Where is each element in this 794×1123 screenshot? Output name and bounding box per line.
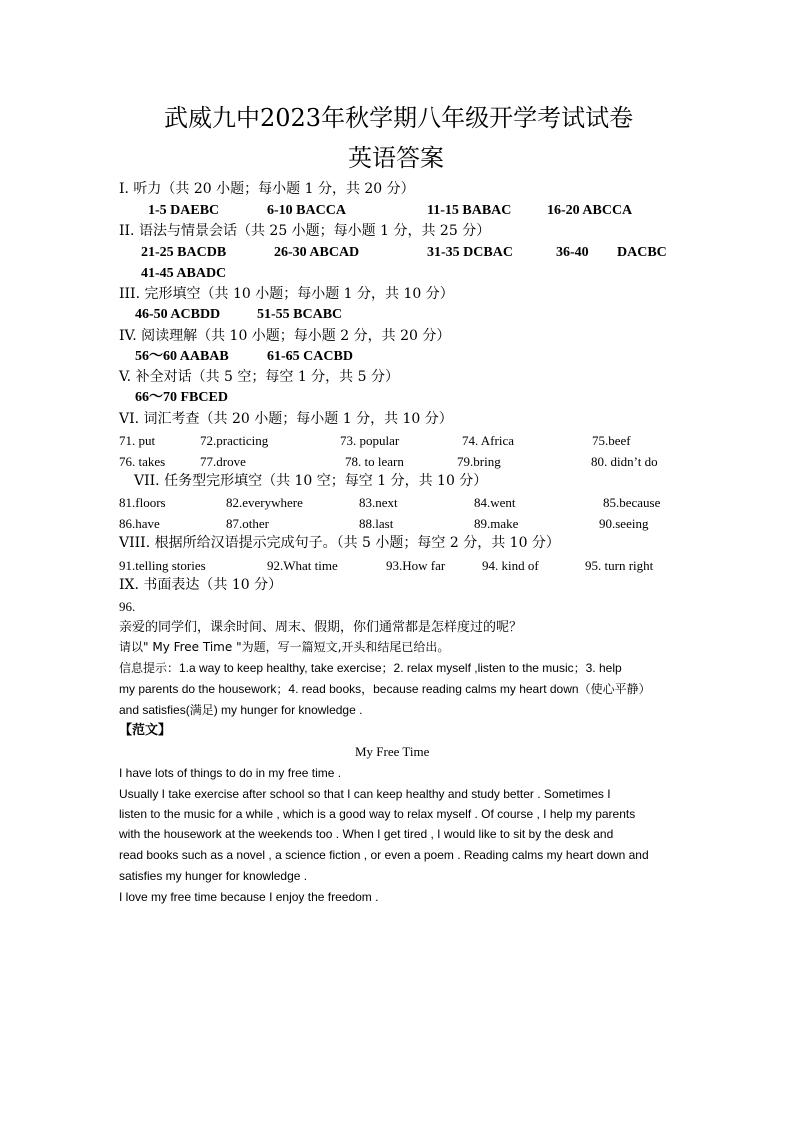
vocab-answer: 76. takes xyxy=(119,454,166,469)
answer-group: 46-50 ACBDD xyxy=(135,307,221,322)
sentence-answer: 94. kind of xyxy=(482,558,539,573)
answer-group: 66～70 FBCED xyxy=(135,390,228,405)
vocab-answer: 78. to learn xyxy=(345,454,404,469)
answer-group: 51-55 BCABC xyxy=(257,307,343,322)
page-title: 武威九中2023年秋学期八年级开学考试试卷 xyxy=(164,104,634,132)
answer-group: 41-45 ABADC xyxy=(141,266,227,281)
answer-group: DACBC xyxy=(617,245,667,260)
answer-group: 31-35 DCBAC xyxy=(427,245,513,260)
vocab-answer: 79.bring xyxy=(457,454,501,469)
section-1-heading: I. 听力（共 20 小题；每小题 1 分，共 20 分） xyxy=(119,181,415,197)
vocab-answer: 74. Africa xyxy=(462,433,514,448)
section-8-heading: VIII. 根据所给汉语提示完成句子。（共 5 小题；每空 2 分，共 10 分） xyxy=(119,535,560,551)
essay-title: My Free Time xyxy=(355,744,430,759)
answer-group: 56～60 AABAB xyxy=(135,349,229,364)
answer-group: 11-15 BABAC xyxy=(427,203,512,218)
answer-group: 36-40 xyxy=(556,245,589,260)
essay-line: Usually I take exercise after school so that I can keep healthy and study better . Sometimes I xyxy=(119,787,611,801)
writing-prompt: 请以" My Free Time "为题，写一篇短文,开头和结尾已给出。 xyxy=(119,640,450,654)
model-essay-label: 【范文】 xyxy=(119,723,172,738)
vocab-answer: 72.practicing xyxy=(200,433,269,448)
sentence-answer: 95. turn right xyxy=(585,558,654,573)
info-hint: my parents do the housework；4. read books，because reading calms my heart down（使心平静） xyxy=(119,682,651,696)
task-answer: 82.everywhere xyxy=(226,495,303,510)
vocab-answer: 71. put xyxy=(119,433,156,448)
section-9-heading: IX. 书面表达（共 10 分） xyxy=(119,577,283,593)
essay-line: listen to the music for a while , which is a good way to relax myself . Of course , I help my parents xyxy=(119,807,636,821)
answer-group: 16-20 ABCCA xyxy=(547,203,633,218)
essay-line: I have lots of things to do in my free time . xyxy=(119,766,342,780)
section-3-heading: III. 完形填空（共 10 小题；每小题 1 分，共 10 分） xyxy=(119,286,454,302)
sentence-answer: 91.telling stories xyxy=(119,558,206,573)
vocab-answer: 73. popular xyxy=(340,433,400,448)
task-answer: 83.next xyxy=(359,495,398,510)
essay-line: satisfies my hunger for knowledge . xyxy=(119,869,308,883)
answer-group: 1-5 DAEBC xyxy=(148,203,220,218)
vocab-answer: 80. didn’t do xyxy=(591,454,658,469)
essay-line: with the housework at the weekends too . When I get tired , I would like to sit by the desk and xyxy=(119,827,614,841)
answer-group: 21-25 BACDB xyxy=(141,245,227,260)
page-subtitle: 英语答案 xyxy=(348,144,444,172)
task-answer: 90.seeing xyxy=(599,516,649,531)
answer-group: 61-65 CACBD xyxy=(267,349,353,364)
sentence-answer: 93.How far xyxy=(386,558,446,573)
task-answer: 87.other xyxy=(226,516,269,531)
writing-prompt: 亲爱的同学们，课余时间、周末、假期，你们通常都是怎样度过的呢？ xyxy=(119,620,523,635)
vocab-answer: 77.drove xyxy=(200,454,246,469)
section-7-heading: VII. 任务型完形填空（共 10 空；每空 1 分，共 10 分） xyxy=(134,473,488,489)
question-number: 96. xyxy=(119,599,136,614)
task-answer: 84.went xyxy=(474,495,516,510)
section-5-heading: V. 补全对话（共 5 空；每空 1 分，共 5 分） xyxy=(119,369,399,385)
section-4-heading: IV. 阅读理解（共 10 小题；每小题 2 分，共 20 分） xyxy=(119,328,451,344)
essay-line: read books such as a novel , a science fiction , or even a poem . Reading calms my heart down and xyxy=(119,848,649,862)
task-answer: 88.last xyxy=(359,516,394,531)
section-2-heading: II. 语法与情景会话（共 25 小题；每小题 1 分，共 25 分） xyxy=(119,223,491,239)
vocab-answer: 75.beef xyxy=(592,433,631,448)
task-answer: 81.floors xyxy=(119,495,166,510)
task-answer: 89.make xyxy=(474,516,519,531)
answer-group: 26-30 ABCAD xyxy=(274,245,360,260)
essay-line: I love my free time because I enjoy the freedom . xyxy=(119,890,379,904)
answer-group: 6-10 BACCA xyxy=(267,203,346,218)
task-answer: 85.because xyxy=(603,495,661,510)
info-hint: and satisfies(满足) my hunger for knowledge . xyxy=(119,703,363,717)
sentence-answer: 92.What time xyxy=(267,558,338,573)
section-6-heading: VI. 词汇考查（共 20 小题；每小题 1 分，共 10 分） xyxy=(119,411,453,427)
info-hint: 信息提示：1.a way to keep healthy, take exercise；2. relax myself ,listen to the music；3. help xyxy=(119,661,622,675)
task-answer: 86.have xyxy=(119,516,160,531)
